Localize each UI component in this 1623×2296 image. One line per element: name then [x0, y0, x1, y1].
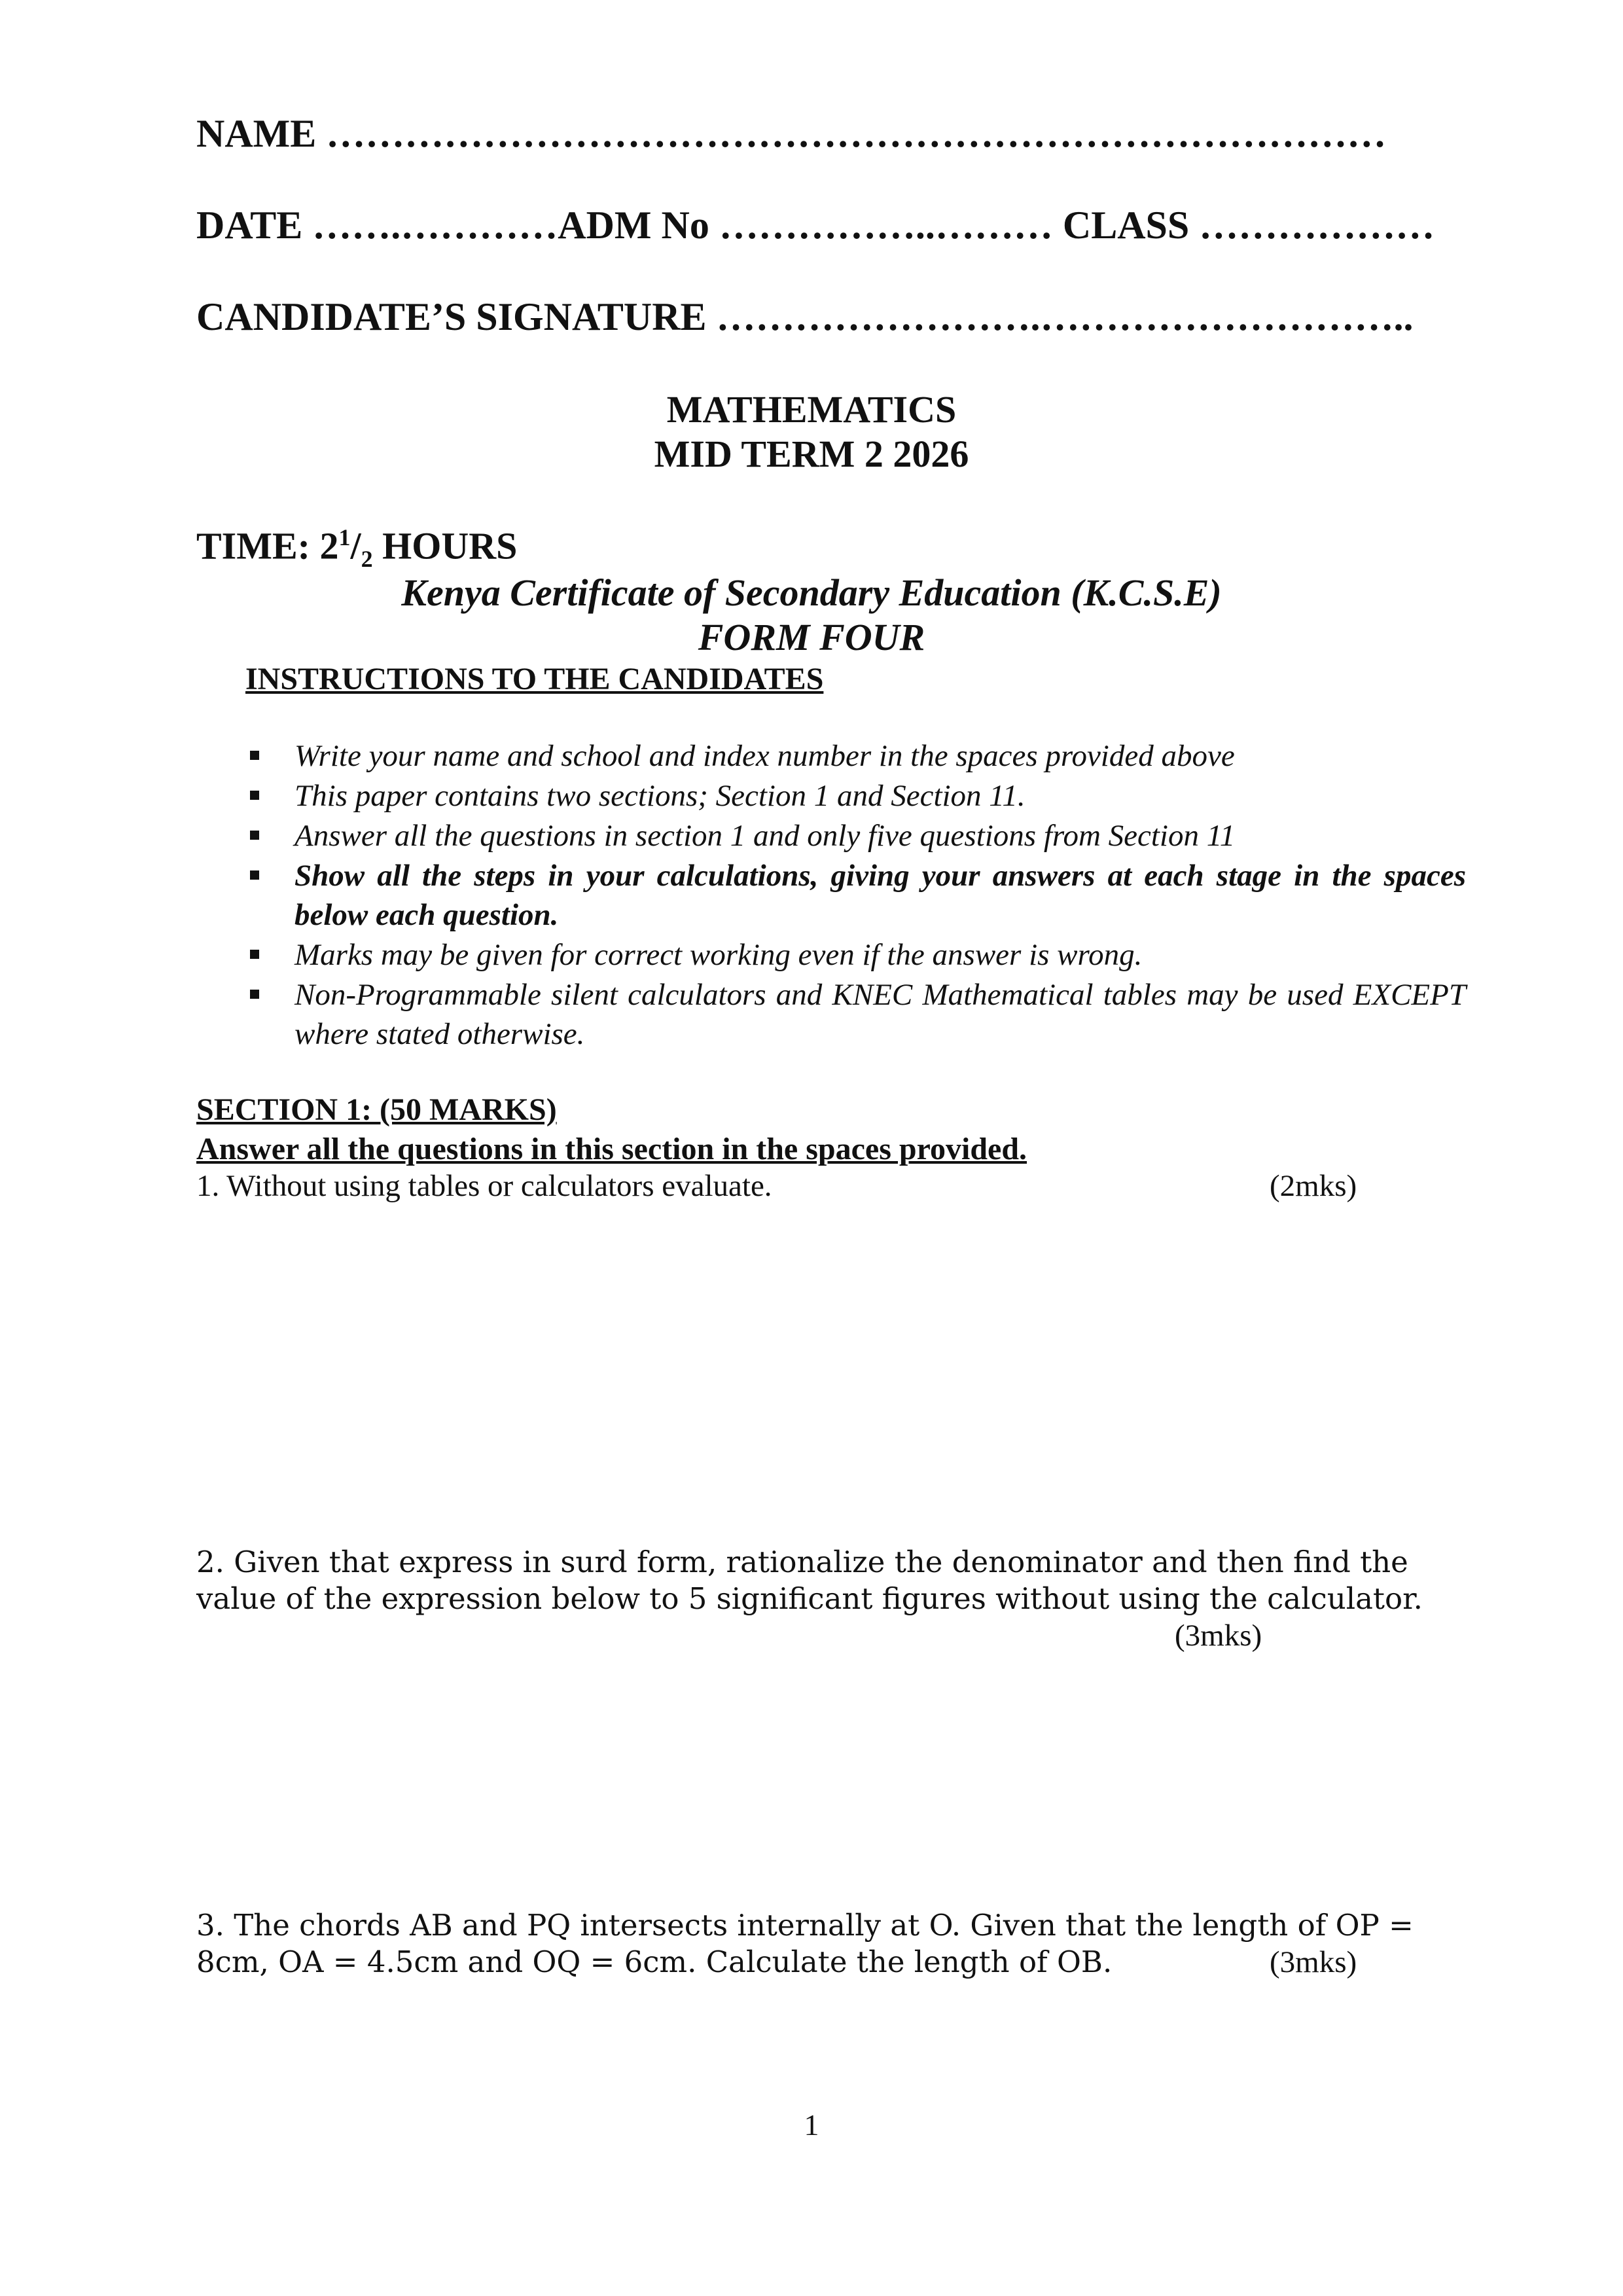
- instructions-list: [249, 736, 1466, 1054]
- instruction-item: Answer all the questions in section 1 and only five questions from Section 11: [249, 816, 1466, 855]
- question-2-marks: (3mks): [1175, 1619, 1262, 1653]
- section-heading: SECTION 1: (50 MARKS): [196, 1092, 557, 1127]
- question-3-line-2: 8cm, OA = 4.5cm and OQ = 6cm. Calculate the length of OB.: [196, 1945, 1113, 1979]
- instruction-item: Write your name and school and index number in the spaces provided above: [249, 736, 1466, 776]
- instruction-item: This paper contains two sections; Section 1 and Section 11.: [249, 776, 1466, 816]
- instructions-heading: INSTRUCTIONS TO THE CANDIDATES: [245, 662, 824, 696]
- exam-title: MID TERM 2 2026: [654, 433, 969, 475]
- bullet-square-icon: [250, 791, 259, 800]
- form-title: FORM FOUR: [698, 616, 925, 658]
- bullet-square-icon: [250, 990, 259, 999]
- time-allowed: TIME: $2^1/_2$ HOURS: [196, 524, 518, 572]
- certificate-title: Kenya Certificate of Secondary Education (K.C.S.E): [401, 571, 1222, 614]
- bullet-square-icon: [250, 831, 259, 840]
- instruction-item: Marks may be given for correct working even if the answer is wrong.: [249, 935, 1466, 975]
- question-2-line-2: value of the expression below to 5 significant figures without using the calculator.: [196, 1581, 1423, 1616]
- name-line: NAME ………………………………………………………………………: [196, 112, 1387, 155]
- question-3-line-1: 3. The chords AB and PQ intersects internally at O. Given that the length of OP =: [196, 1908, 1414, 1943]
- date-adm-class-line: DATE …….…………ADM No ……………..……… CLASS ………………: [196, 204, 1435, 247]
- instruction-item: Show all the steps in your calculations, giving your answers at each stage in the spaces below each question.: [249, 856, 1466, 935]
- question-1-text: 1. Without using tables or calculators evaluate.: [196, 1169, 772, 1203]
- question-3-marks: (3mks): [1270, 1945, 1357, 1979]
- bullet-square-icon: [250, 870, 259, 880]
- bullet-square-icon: [250, 751, 259, 760]
- subject-title: MATHEMATICS: [666, 388, 957, 431]
- signature-line: CANDIDATE’S SIGNATURE …………………….………………………..: [196, 295, 1414, 338]
- bullet-square-icon: [250, 950, 259, 959]
- instruction-item: Non-Programmable silent calculators and KNEC Mathematical tables may be used EXCEPT where stated otherwise.: [249, 975, 1466, 1054]
- page-number: 1: [804, 2108, 819, 2142]
- section-subheading: Answer all the questions in this section in the spaces provided.: [196, 1132, 1027, 1166]
- question-1-marks: (2mks): [1270, 1169, 1357, 1203]
- question-2-line-1: 2. Given that express in surd form, rationalize the denominator and then find the: [196, 1545, 1408, 1579]
